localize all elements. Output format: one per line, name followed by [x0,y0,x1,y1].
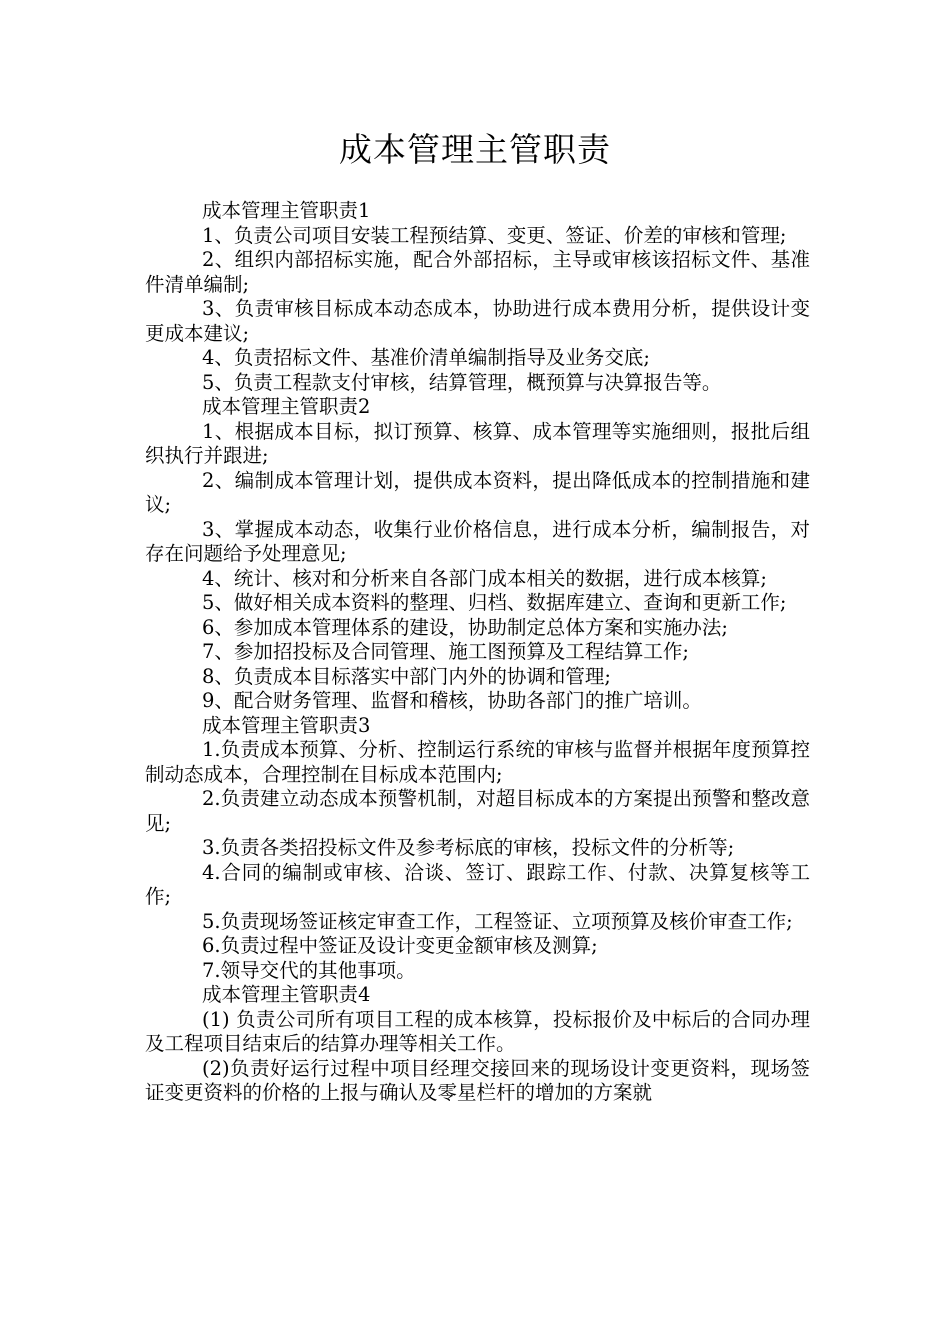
paragraph: 3、负责审核目标成本动态成本，协助进行成本费用分析，提供设计变更成本建议; [145,297,810,345]
paragraph: 8、负责成本目标落实中部门内外的协调和管理; [202,664,611,688]
paragraph: 1、负责公司项目安装工程预结算、变更、签证、价差的审核和管理; [202,223,787,247]
section-heading: 成本管理主管职责4 [202,983,371,1006]
document-title: 成本管理主管职责 [339,130,611,169]
paragraph: 1.负责成本预算、分析、控制运行系统的审核与监督并根据年度预算控制动态成本，合理控制在目标成本范围内; [145,738,810,786]
paragraph: 5、做好相关成本资料的整理、归档、数据库建立、查询和更新工作; [202,591,787,614]
paragraph: 2、编制成本管理计划，提供成本资料，提出降低成本的控制措施和建议; [145,468,810,516]
section-2 [145,395,810,714]
paragraph: 2、组织内部招标实施，配合外部招标，主导或审核该招标文件、基准件清单编制; [145,248,810,296]
paragraph: 6、参加成本管理体系的建设，协助制定总体方案和实施办法; [202,615,728,639]
paragraph: 7.领导交代的其他事项。 [202,958,416,982]
paragraph: (1) 负责公司所有项目工程的成本核算，投标报价及中标后的合同办理及工程项目结束后的结算办理等相关工作。 [145,1007,810,1055]
paragraph: 4、统计、核对和分析来自各部门成本相关的数据，进行成本核算; [202,566,767,590]
paragraph: (2)负责好运行过程中项目经理交接回来的现场设计变更资料，现场签证变更资料的价格的上报与确认及零星栏杆的增加的方案就 [145,1056,810,1104]
paragraph: 1、根据成本目标，拟订预算、核算、成本管理等实施细则，报批后组织执行并跟进; [145,419,810,467]
paragraph: 3.负责各类招投标文件及参考标底的审核，投标文件的分析等; [202,836,735,859]
paragraph: 6.负责过程中签证及设计变更金额审核及测算; [202,934,598,957]
document-body [145,199,810,1106]
paragraph: 5.负责现场签证核定审查工作，工程签证、立项预算及核价审查工作; [202,909,793,933]
paragraph: 2.负责建立动态成本预警机制，对超目标成本的方案提出预警和整改意见; [145,787,810,835]
paragraph: 7、参加招投标及合同管理、施工图预算及工程结算工作; [202,640,689,663]
section-3 [145,714,810,984]
section-1 [145,199,810,395]
paragraph: 4、负责招标文件、基准价清单编制指导及业务交底; [202,346,650,369]
paragraph: 9、配合财务管理、监督和稽核，协助各部门的推广培训。 [202,689,702,712]
paragraph: 5、负责工程款支付审核，结算管理，概预算与决算报告等。 [202,370,722,394]
paragraph: 3、掌握成本动态，收集行业价格信息，进行成本分析，编制报告，对存在问题给予处理意见; [145,517,810,565]
section-heading: 成本管理主管职责3 [202,713,371,737]
section-heading: 成本管理主管职责1 [202,199,371,222]
paragraph: 4.合同的编制或审核、洽谈、签订、跟踪工作、付款、决算复核等工作; [145,860,810,908]
section-heading: 成本管理主管职责2 [202,395,371,418]
section-4 [145,983,810,1106]
